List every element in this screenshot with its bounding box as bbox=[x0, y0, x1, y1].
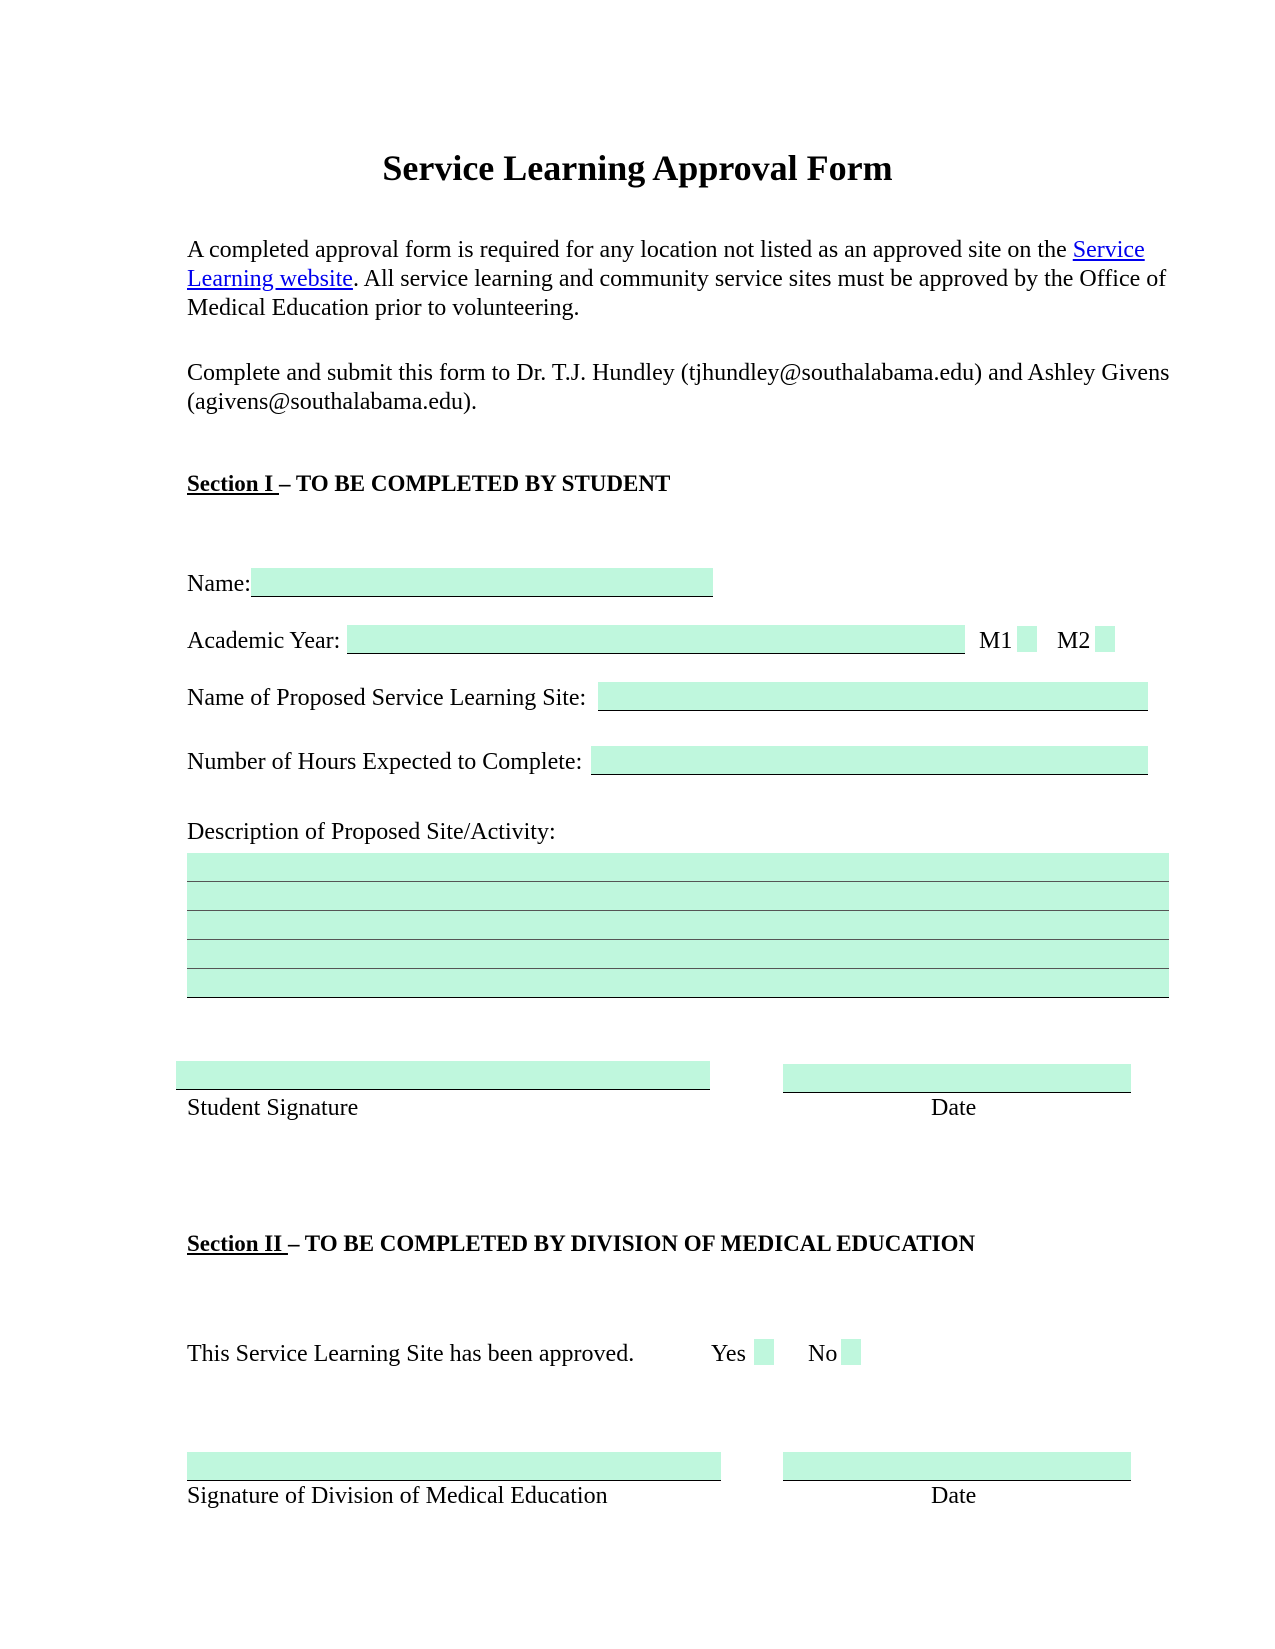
name-field[interactable] bbox=[251, 568, 713, 597]
name-label: Name: bbox=[187, 571, 251, 597]
intro-text-1: A completed approval form is required for any location not listed as an approved site on the bbox=[187, 237, 1073, 263]
m2-label: M2 bbox=[1057, 628, 1091, 654]
student-signature-label: Student Signature bbox=[187, 1095, 359, 1121]
m2-checkbox[interactable] bbox=[1095, 626, 1115, 652]
division-date-label: Date bbox=[931, 1483, 977, 1509]
description-line-3[interactable] bbox=[187, 911, 1169, 940]
description-line-5[interactable] bbox=[187, 969, 1169, 998]
section-1-title: – TO BE COMPLETED BY STUDENT bbox=[279, 471, 671, 496]
section-1-label: Section I bbox=[187, 471, 279, 496]
division-signature-field[interactable] bbox=[187, 1452, 721, 1481]
student-date-field[interactable] bbox=[783, 1064, 1131, 1093]
form-title: Service Learning Approval Form bbox=[382, 148, 893, 188]
no-label: No bbox=[808, 1341, 838, 1367]
no-checkbox[interactable] bbox=[841, 1339, 861, 1365]
section-2-title: – TO BE COMPLETED BY DIVISION OF MEDICAL EDUCATION bbox=[287, 1231, 976, 1256]
description-line-4[interactable] bbox=[187, 940, 1169, 969]
yes-checkbox[interactable] bbox=[754, 1339, 774, 1365]
academic-year-field[interactable] bbox=[347, 625, 965, 654]
intro-text-2: . All service learning and community service sites must be approved by the Office of Medical Education prior to volunteering. bbox=[187, 266, 1167, 321]
student-signature-field[interactable] bbox=[176, 1061, 710, 1090]
description-line-1[interactable] bbox=[187, 853, 1169, 882]
intro-paragraph bbox=[187, 236, 1187, 323]
academic-year-label: Academic Year: bbox=[187, 628, 341, 654]
division-date-field[interactable] bbox=[783, 1452, 1131, 1481]
m1-label: M1 bbox=[979, 628, 1013, 654]
section-2-heading bbox=[187, 1230, 975, 1258]
student-date-label: Date bbox=[931, 1095, 977, 1121]
description-label: Description of Proposed Site/Activity: bbox=[187, 819, 556, 845]
section-1-heading bbox=[187, 470, 670, 498]
site-name-field[interactable] bbox=[598, 682, 1148, 711]
service-learning-website-link[interactable]: Service Learning website bbox=[187, 237, 1145, 292]
site-name-label: Name of Proposed Service Learning Site: bbox=[187, 685, 587, 711]
hours-label: Number of Hours Expected to Complete: bbox=[187, 749, 583, 775]
m1-checkbox[interactable] bbox=[1017, 626, 1037, 652]
submit-instructions: Complete and submit this form to Dr. T.J. Hundley (tjhundley@southalabama.edu) and Ashley Givens (agivens@southalabama.edu). bbox=[187, 360, 1170, 415]
approved-label: This Service Learning Site has been approved. bbox=[187, 1341, 635, 1367]
hours-field[interactable] bbox=[591, 746, 1148, 775]
section-2-label: Section II bbox=[187, 1231, 288, 1256]
description-line-2[interactable] bbox=[187, 882, 1169, 911]
yes-label: Yes bbox=[711, 1341, 746, 1367]
division-signature-label: Signature of Division of Medical Education bbox=[187, 1483, 608, 1509]
